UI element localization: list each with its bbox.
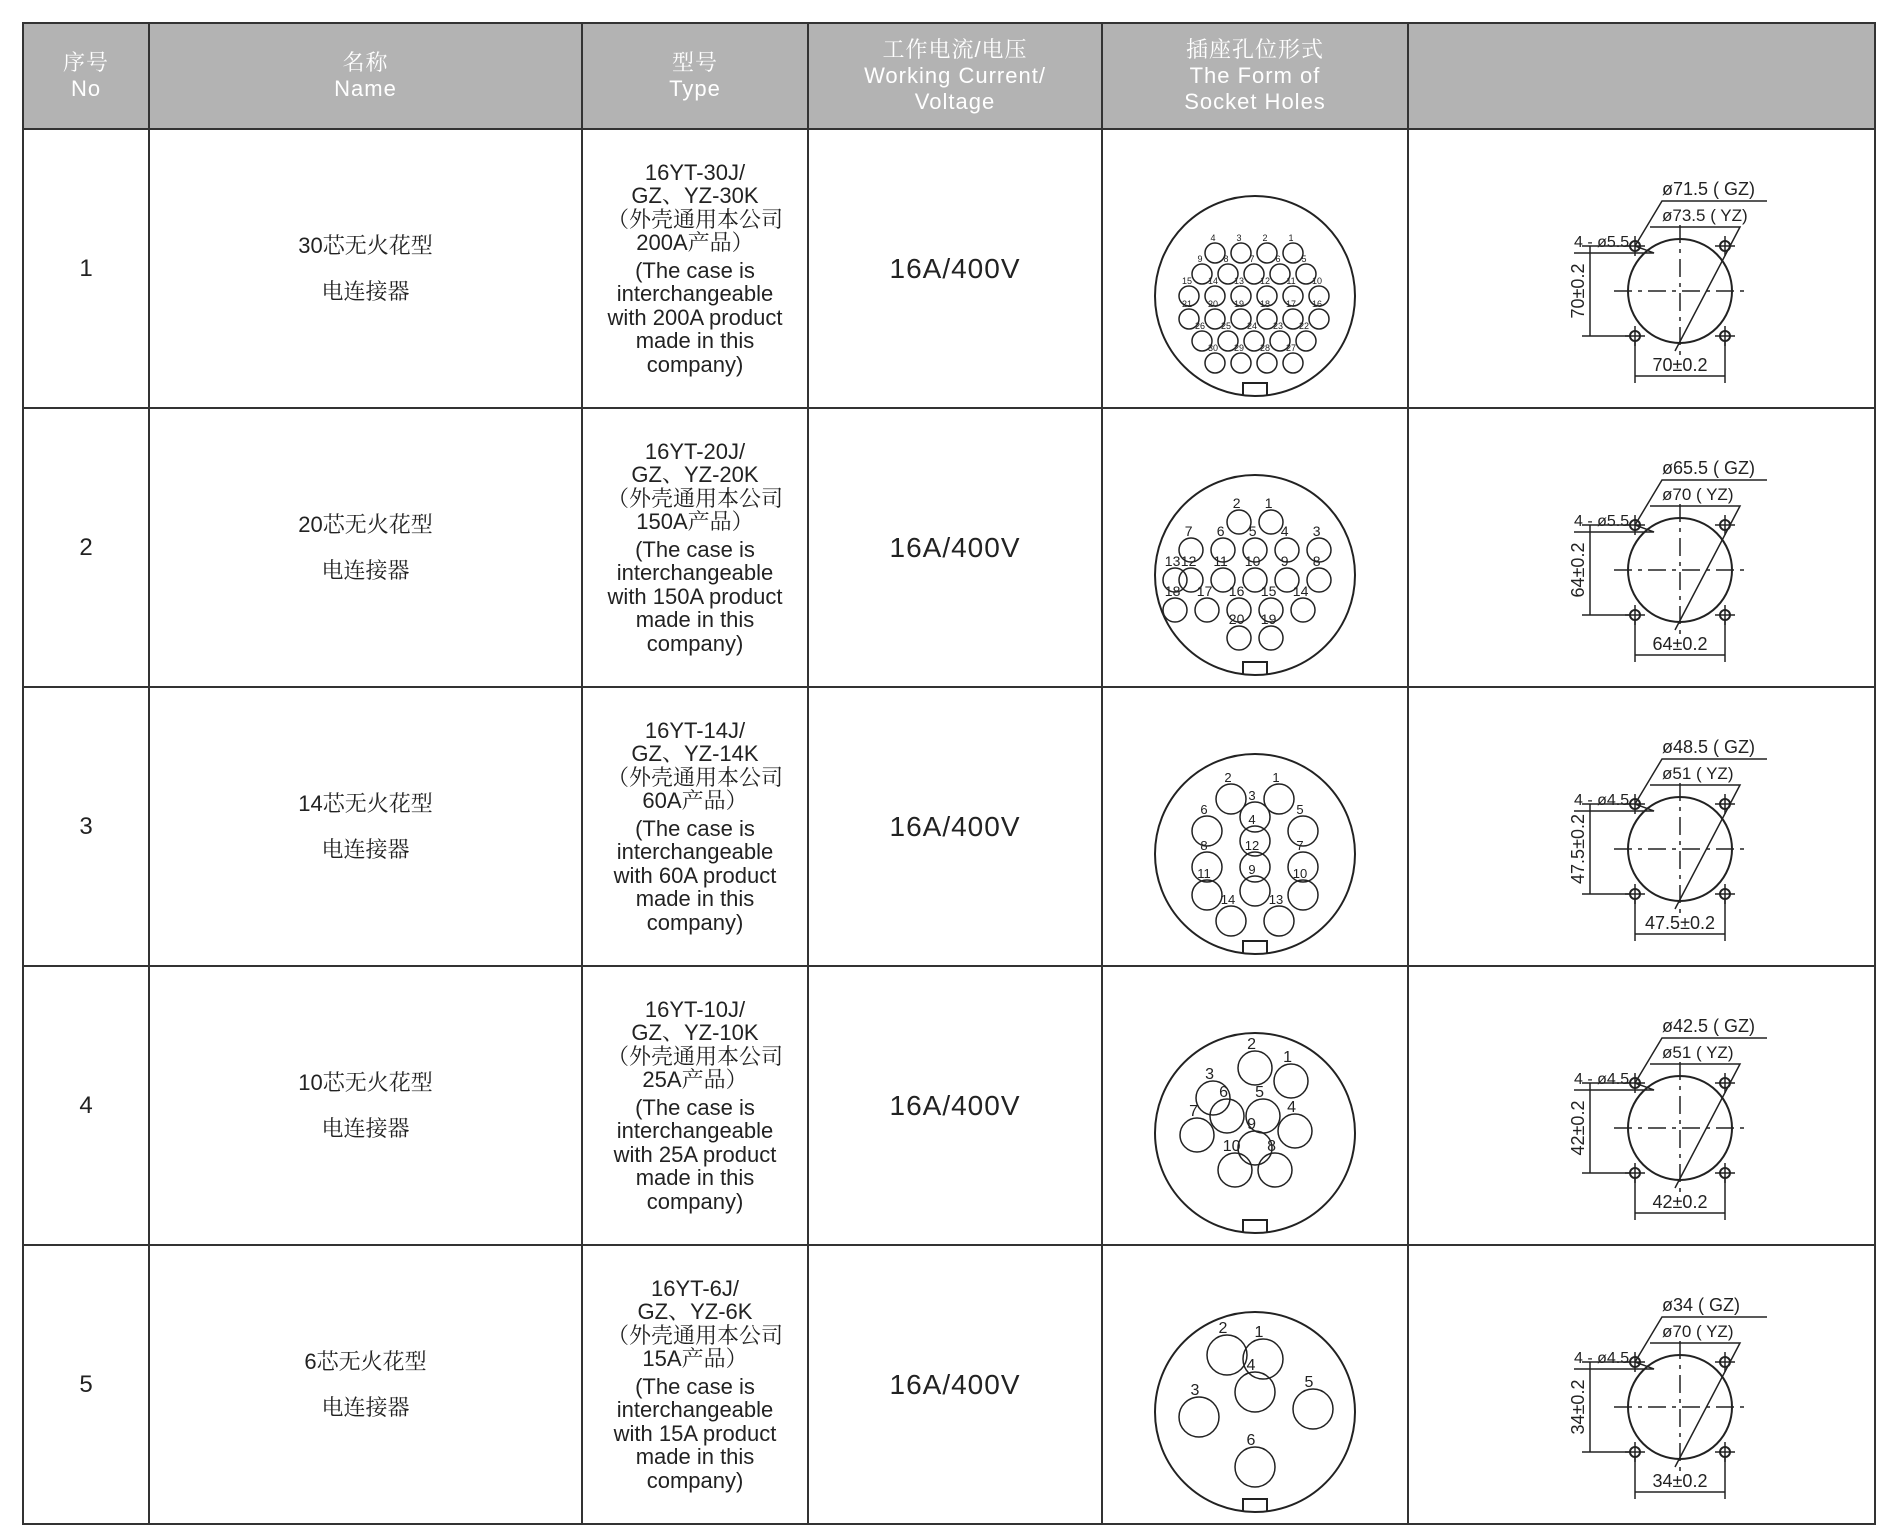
type-note-line: with 150A product <box>607 583 783 609</box>
table-row <box>23 129 1875 408</box>
header-socket-en-1: The Form of <box>1189 63 1321 88</box>
header-socket-en-2: Socket Holes <box>1184 89 1326 114</box>
pin-hole <box>1207 1335 1247 1375</box>
pin-number: 7 <box>1184 523 1193 539</box>
header-type <box>582 23 808 129</box>
header-socket <box>1102 23 1408 129</box>
pin-number: 5 <box>1304 1374 1314 1391</box>
pin-number: 25 <box>1220 321 1232 331</box>
pin-number: 4 <box>1210 233 1216 243</box>
type-note-line: interchangeable <box>616 281 774 307</box>
pin-number: 7 <box>1296 838 1304 853</box>
working-current-voltage: 16A/400V <box>808 408 1102 687</box>
type-line: 16YT-10J/ <box>644 996 746 1022</box>
pin-number: 6 <box>1246 1432 1256 1449</box>
pin-number: 1 <box>1288 233 1294 243</box>
pin-hole <box>1205 243 1225 263</box>
pin-number: 5 <box>1301 254 1307 264</box>
pin-number: 1 <box>1272 770 1280 785</box>
pin-number: 9 <box>1248 862 1256 877</box>
socket-holes-cell <box>1102 1245 1408 1524</box>
pin-number: 24 <box>1246 321 1258 331</box>
pin-hole <box>1259 626 1283 650</box>
header-name-en: Name <box>334 76 397 101</box>
diameter-gz-label: ø71.5 ( GZ) <box>1661 179 1755 199</box>
socket-face-diagram <box>1105 1247 1405 1517</box>
type-line: GZ、YZ-14K <box>631 741 759 767</box>
connector-spec-table <box>22 22 1876 1525</box>
product-name-line: 电连接器 <box>321 836 410 862</box>
type-note-line: (The case is <box>635 815 755 841</box>
horizontal-dimension-label: 47.5±0.2 <box>1644 913 1715 933</box>
pin-hole <box>1180 1118 1214 1152</box>
product-name-line: 30芯无火花型 <box>298 232 433 258</box>
socket-holes-cell <box>1102 408 1408 687</box>
pin-number: 22 <box>1298 321 1310 331</box>
pin-number: 8 <box>1223 254 1229 264</box>
vertical-dimension-label: 42±0.2 <box>1567 1100 1588 1156</box>
pin-number: 14 <box>1220 892 1236 907</box>
vertical-dimension-label: 47.5±0.2 <box>1567 814 1588 884</box>
pin-hole <box>1227 510 1251 534</box>
pin-hole <box>1309 309 1329 329</box>
pin-hole <box>1240 876 1270 906</box>
pin-number: 17 <box>1285 299 1297 309</box>
pin-hole <box>1307 568 1331 592</box>
type-note-line: made in this <box>635 607 755 633</box>
type-note-en <box>583 1375 807 1493</box>
type-note-en <box>583 259 807 377</box>
header-no <box>23 23 149 129</box>
pin-hole <box>1195 598 1219 622</box>
pin-number: 20 <box>1228 611 1245 627</box>
pin-number: 2 <box>1232 495 1241 511</box>
holes-label: 4 - ø5.5 <box>1573 513 1629 530</box>
type-line: （外壳通用本公司 <box>606 1322 783 1348</box>
pin-hole <box>1264 906 1294 936</box>
holes-label: 4 - ø5.5 <box>1573 234 1629 251</box>
header-type-en: Type <box>669 76 721 101</box>
pin-number: 28 <box>1259 343 1271 353</box>
pin-number: 12 <box>1244 838 1260 853</box>
row-number: 4 <box>23 966 149 1245</box>
type-line: 16YT-30J/ <box>644 159 746 185</box>
header-name-zh: 名称 <box>342 50 389 75</box>
pin-number: 26 <box>1194 321 1206 331</box>
pin-number: 3 <box>1312 523 1321 539</box>
pin-number: 8 <box>1312 553 1321 569</box>
pin-hole <box>1257 353 1277 373</box>
pin-number: 2 <box>1224 770 1232 785</box>
type-line: GZ、YZ-20K <box>631 462 759 488</box>
pin-hole <box>1258 1153 1292 1187</box>
pin-number: 4 <box>1246 1357 1256 1374</box>
type-note-line: with 200A product <box>607 304 783 330</box>
product-name-line: 20芯无火花型 <box>298 511 433 537</box>
pin-number: 21 <box>1181 299 1193 309</box>
diameter-gz-label: ø65.5 ( GZ) <box>1661 458 1755 478</box>
pin-number: 20 <box>1207 299 1219 309</box>
pin-number: 13 <box>1233 276 1245 286</box>
pin-number: 10 <box>1311 276 1323 286</box>
pin-number: 6 <box>1200 802 1208 817</box>
mounting-dimension-drawing <box>1422 689 1862 959</box>
header-current <box>808 23 1102 129</box>
pin-number: 5 <box>1255 1084 1265 1101</box>
pin-hole <box>1288 880 1318 910</box>
pin-number: 13 <box>1268 892 1284 907</box>
product-name-line: 电连接器 <box>321 278 410 304</box>
pin-hole <box>1192 880 1222 910</box>
type-note-line: made in this <box>635 1444 755 1470</box>
product-name-line: 6芯无火花型 <box>304 1348 427 1374</box>
socket-outline <box>1155 196 1355 396</box>
header-current-zh: 工作电流/电压 <box>882 37 1028 62</box>
pin-hole <box>1205 353 1225 373</box>
type-note-line: company) <box>646 351 744 377</box>
pin-number: 19 <box>1260 611 1277 627</box>
pin-number: 30 <box>1207 343 1219 353</box>
table-row <box>23 408 1875 687</box>
pin-number: 10 <box>1222 1138 1241 1155</box>
type-line: （外壳通用本公司 <box>606 485 783 511</box>
pin-hole <box>1257 243 1277 263</box>
pin-number: 1 <box>1264 495 1273 511</box>
socket-face-diagram <box>1105 410 1405 680</box>
socket-holes-cell <box>1102 129 1408 408</box>
table-row <box>23 1245 1875 1524</box>
pin-number: 4 <box>1280 523 1289 539</box>
type-note-line: made in this <box>635 886 755 912</box>
pin-hole <box>1283 353 1303 373</box>
type-cell <box>582 129 808 408</box>
pin-number: 11 <box>1213 553 1228 569</box>
type-line: 150A产品） <box>636 509 754 535</box>
type-note-line: interchangeable <box>616 1118 774 1144</box>
pin-number: 9 <box>1197 254 1203 264</box>
pin-number: 18 <box>1259 299 1271 309</box>
pin-number: 2 <box>1262 233 1268 243</box>
product-name-line: 电连接器 <box>321 557 410 583</box>
pin-number: 1 <box>1254 1324 1264 1341</box>
type-line: 16YT-20J/ <box>644 438 746 464</box>
header-name <box>149 23 582 129</box>
vertical-dimension-label: 64±0.2 <box>1567 542 1588 598</box>
mounting-dimension-drawing <box>1422 1247 1862 1517</box>
type-note-line: company) <box>646 630 744 656</box>
type-note-line: with 25A product <box>613 1141 777 1167</box>
pin-number: 6 <box>1275 254 1281 264</box>
type-line: 16YT-14J/ <box>644 717 746 743</box>
pin-number: 29 <box>1233 343 1245 353</box>
header-socket-zh: 插座孔位形式 <box>1185 37 1324 62</box>
pin-number: 6 <box>1219 1084 1229 1101</box>
pin-number: 14 <box>1207 276 1219 286</box>
pin-hole <box>1274 1064 1308 1098</box>
row-number: 1 <box>23 129 149 408</box>
horizontal-dimension-label: 70±0.2 <box>1652 355 1707 375</box>
pin-hole <box>1163 598 1187 622</box>
diameter-yz-label: ø70 ( YZ) <box>1661 485 1733 504</box>
pin-number: 9 <box>1247 1116 1257 1133</box>
pin-number: 3 <box>1248 788 1256 803</box>
socket-outline <box>1155 1033 1355 1233</box>
pin-number: 8 <box>1200 838 1208 853</box>
table-row <box>23 687 1875 966</box>
working-current-voltage: 16A/400V <box>808 1245 1102 1524</box>
holes-label: 4 - ø4.5 <box>1573 1071 1629 1088</box>
pin-hole <box>1218 1153 1252 1187</box>
vertical-dimension-label: 34±0.2 <box>1567 1379 1588 1435</box>
type-line: 60A产品） <box>642 788 748 814</box>
type-note-line: (The case is <box>635 257 755 283</box>
header-row <box>23 23 1875 129</box>
pin-number: 13 <box>1164 553 1181 569</box>
key-notch <box>1243 383 1267 396</box>
pin-hole <box>1296 331 1316 351</box>
holes-label: 4 - ø4.5 <box>1573 792 1629 809</box>
pin-number: 27 <box>1285 343 1297 353</box>
type-cell <box>582 408 808 687</box>
socket-face-diagram <box>1105 131 1405 401</box>
row-number: 3 <box>23 687 149 966</box>
pin-number: 16 <box>1311 299 1323 309</box>
mounting-dimension-drawing <box>1422 410 1862 680</box>
socket-face-diagram <box>1105 689 1405 959</box>
pin-number: 10 <box>1244 553 1261 569</box>
type-note-line: made in this <box>635 1165 755 1191</box>
type-line: （外壳通用本公司 <box>606 764 783 790</box>
header-no-zh: 序号 <box>62 50 109 75</box>
pin-number: 19 <box>1233 299 1245 309</box>
product-name-cell <box>149 408 582 687</box>
type-line: GZ、YZ-10K <box>631 1020 759 1046</box>
header-current-en-1: Working Current/ <box>864 63 1046 88</box>
working-current-voltage: 16A/400V <box>808 687 1102 966</box>
type-note-line: interchangeable <box>616 1397 774 1423</box>
product-name-cell <box>149 1245 582 1524</box>
pin-number: 15 <box>1260 583 1277 599</box>
product-name-cell <box>149 966 582 1245</box>
pin-hole <box>1231 243 1251 263</box>
key-notch <box>1243 1220 1267 1233</box>
pin-number: 4 <box>1287 1099 1297 1116</box>
pin-number: 10 <box>1292 866 1308 881</box>
type-line: GZ、YZ-6K <box>637 1299 753 1325</box>
type-line: （外壳通用本公司 <box>606 1043 783 1069</box>
pin-hole <box>1235 1447 1275 1487</box>
pin-number: 4 <box>1248 812 1256 827</box>
type-note-line: company) <box>646 909 744 935</box>
key-notch <box>1243 662 1267 675</box>
pin-number: 14 <box>1292 583 1309 599</box>
socket-holes-cell <box>1102 687 1408 966</box>
pin-hole <box>1291 598 1315 622</box>
pin-number: 5 <box>1296 802 1304 817</box>
pin-hole <box>1278 1114 1312 1148</box>
header-current-en-2: Voltage <box>914 89 996 114</box>
pin-number: 9 <box>1280 553 1289 569</box>
pin-number: 17 <box>1196 583 1213 599</box>
diameter-gz-label: ø48.5 ( GZ) <box>1661 737 1755 757</box>
pin-number: 7 <box>1249 254 1255 264</box>
diameter-yz-label: ø70 ( YZ) <box>1661 1322 1733 1341</box>
product-name-cell <box>149 687 582 966</box>
type-note-line: with 15A product <box>613 1420 777 1446</box>
pin-hole <box>1179 1397 1219 1437</box>
type-note-line: interchangeable <box>616 560 774 586</box>
type-note-en <box>583 1096 807 1214</box>
dimension-cell <box>1408 408 1875 687</box>
pin-number: 8 <box>1267 1138 1277 1155</box>
vertical-dimension-label: 70±0.2 <box>1567 263 1588 319</box>
socket-outline <box>1155 754 1355 954</box>
pin-hole <box>1283 243 1303 263</box>
product-name-line: 10芯无火花型 <box>298 1069 433 1095</box>
pin-hole <box>1293 1389 1333 1429</box>
dimension-cell <box>1408 129 1875 408</box>
pin-hole <box>1259 510 1283 534</box>
type-line: 200A产品） <box>636 230 754 256</box>
pin-number: 1 <box>1283 1049 1293 1066</box>
pin-number: 12 <box>1180 553 1197 569</box>
pin-number: 12 <box>1259 276 1271 286</box>
pin-number: 23 <box>1272 321 1284 331</box>
pin-hole <box>1231 353 1251 373</box>
diameter-gz-label: ø42.5 ( GZ) <box>1661 1016 1755 1036</box>
dimension-cell <box>1408 687 1875 966</box>
socket-face-diagram <box>1105 968 1405 1238</box>
pin-number: 2 <box>1247 1036 1257 1053</box>
type-note-en <box>583 538 807 656</box>
pin-hole <box>1216 906 1246 936</box>
pin-number: 11 <box>1197 866 1211 881</box>
type-note-line: (The case is <box>635 1373 755 1399</box>
mounting-dimension-drawing <box>1422 131 1862 401</box>
header-type-zh: 型号 <box>671 50 718 75</box>
type-note-line: (The case is <box>635 1094 755 1120</box>
header-no-en: No <box>70 76 102 101</box>
mounting-dimension-drawing <box>1422 968 1862 1238</box>
pin-number: 18 <box>1164 583 1181 599</box>
dimension-cell <box>1408 1245 1875 1524</box>
horizontal-dimension-label: 64±0.2 <box>1652 634 1707 654</box>
diameter-yz-label: ø73.5 ( YZ) <box>1661 206 1748 225</box>
horizontal-dimension-label: 42±0.2 <box>1652 1192 1707 1212</box>
type-cell <box>582 687 808 966</box>
diameter-gz-label: ø34 ( GZ) <box>1661 1295 1740 1315</box>
diameter-yz-label: ø51 ( YZ) <box>1661 1043 1733 1062</box>
type-note-en <box>583 817 807 935</box>
type-note-line: company) <box>646 1188 744 1214</box>
pin-number: 15 <box>1181 276 1193 286</box>
product-name-line: 电连接器 <box>321 1115 410 1141</box>
product-name-line: 电连接器 <box>321 1394 410 1420</box>
pin-number: 2 <box>1218 1320 1228 1337</box>
type-note-line: made in this <box>635 328 755 354</box>
type-line: 15A产品） <box>642 1346 748 1372</box>
pin-number: 3 <box>1236 233 1242 243</box>
type-note-line: with 60A product <box>613 862 777 888</box>
pin-number: 16 <box>1228 583 1245 599</box>
working-current-voltage: 16A/400V <box>808 129 1102 408</box>
row-number: 2 <box>23 408 149 687</box>
pin-hole <box>1227 626 1251 650</box>
table-row <box>23 966 1875 1245</box>
horizontal-dimension-label: 34±0.2 <box>1652 1471 1707 1491</box>
product-name-cell <box>149 129 582 408</box>
dimension-cell <box>1408 966 1875 1245</box>
key-notch <box>1243 1499 1267 1512</box>
type-note-line: interchangeable <box>616 839 774 865</box>
pin-number: 6 <box>1216 523 1225 539</box>
diameter-yz-label: ø51 ( YZ) <box>1661 764 1733 783</box>
key-notch <box>1243 941 1267 954</box>
pin-number: 11 <box>1286 276 1296 286</box>
pin-hole <box>1238 1051 1272 1085</box>
type-line: 25A产品） <box>642 1067 748 1093</box>
type-note-line: (The case is <box>635 536 755 562</box>
product-name-line: 14芯无火花型 <box>298 790 433 816</box>
socket-outline <box>1155 475 1355 675</box>
type-line: 16YT-6J/ <box>650 1275 740 1301</box>
pin-number: 3 <box>1190 1382 1200 1399</box>
header-dimension <box>1408 23 1875 129</box>
row-number: 5 <box>23 1245 149 1524</box>
pin-number: 7 <box>1189 1103 1199 1120</box>
socket-holes-cell <box>1102 966 1408 1245</box>
working-current-voltage: 16A/400V <box>808 966 1102 1245</box>
type-cell <box>582 1245 808 1524</box>
type-line: （外壳通用本公司 <box>606 206 783 232</box>
type-line: GZ、YZ-30K <box>631 183 759 209</box>
pin-hole <box>1210 1099 1244 1133</box>
type-note-line: company) <box>646 1467 744 1493</box>
holes-label: 4 - ø4.5 <box>1573 1350 1629 1367</box>
pin-number: 5 <box>1248 523 1257 539</box>
pin-number: 3 <box>1205 1066 1215 1083</box>
type-cell <box>582 966 808 1245</box>
